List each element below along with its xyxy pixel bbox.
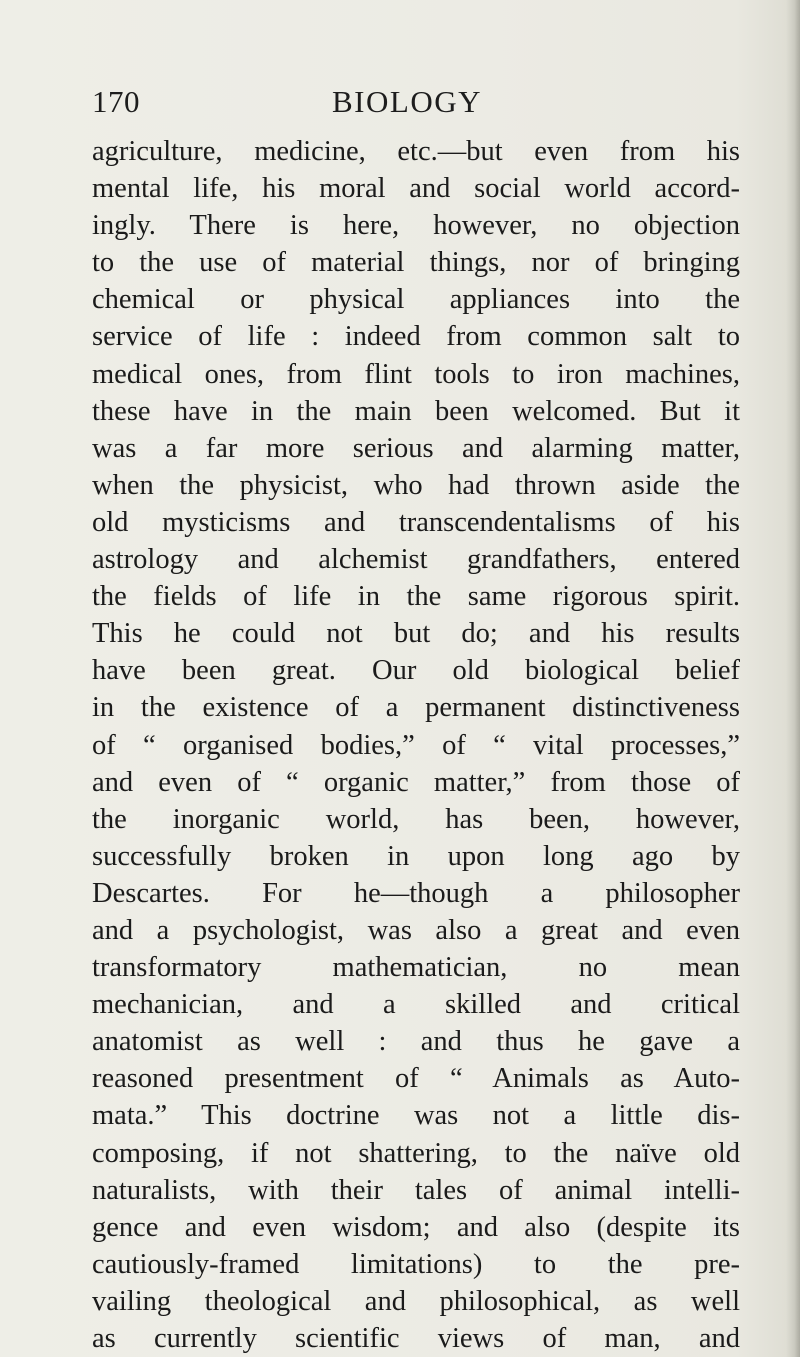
text-line: was a far more serious and alarming matter,	[92, 432, 740, 464]
text-line: Descartes. For he—though a philosopher	[92, 877, 740, 909]
text-line: have been great. Our old biological belief	[92, 655, 740, 687]
text-line: chemical or physical appliances into the	[92, 284, 740, 316]
text-line: gence and even wisdom; and also (despite its	[92, 1211, 740, 1243]
running-head	[92, 84, 704, 124]
text-line: service of life : indeed from common salt to	[92, 321, 740, 353]
page-edge-shadow	[786, 0, 800, 1357]
text-line: reasoned presentment of “ Animals as Auto-	[92, 1063, 740, 1095]
text-line: mental life, his moral and social world accord-	[92, 173, 740, 205]
text-line: to the use of material things, nor of bringing	[92, 247, 740, 279]
text-line: the inorganic world, has been, however,	[92, 803, 740, 835]
body-text	[92, 133, 740, 1357]
text-line: these have in the main been welcomed. But it	[92, 395, 740, 427]
text-line: mechanician, and a skilled and critical	[92, 989, 740, 1021]
text-line: mata.” This doctrine was not a little dis-	[92, 1100, 740, 1132]
text-line: vailing theological and philosophical, as well	[92, 1285, 740, 1317]
text-line: old mysticisms and transcendentalisms of his	[92, 506, 740, 538]
text-line: when the physicist, who had thrown aside the	[92, 469, 740, 501]
text-line: cautiously-framed limitations) to the pre-	[92, 1248, 740, 1280]
text-line: composing, if not shattering, to the naïve old	[92, 1137, 740, 1169]
text-line: anatomist as well : and thus he gave a	[92, 1026, 740, 1058]
text-line: medical ones, from flint tools to iron machines,	[92, 358, 740, 390]
text-line: astrology and alchemist grandfathers, entered	[92, 544, 740, 576]
running-title: BIOLOGY	[332, 84, 482, 119]
page-number: 170	[92, 84, 140, 119]
text-line: naturalists, with their tales of animal intelli-	[92, 1174, 740, 1206]
text-line: as currently scientific views of man, and	[92, 1323, 740, 1354]
text-line: of “ organised bodies,” of “ vital processes,”	[92, 729, 740, 761]
text-line: and a psychologist, was also a great and even	[92, 914, 740, 946]
text-line: agriculture, medicine, etc.—but even from his	[92, 136, 740, 167]
text-line: successfully broken in upon long ago by	[92, 840, 740, 872]
text-line: in the existence of a permanent distinctiveness	[92, 692, 740, 724]
text-line: This he could not but do; and his results	[92, 618, 740, 650]
text-line: transformatory mathematician, no mean	[92, 952, 740, 984]
text-line: the fields of life in the same rigorous spirit.	[92, 581, 740, 613]
text-line: and even of “ organic matter,” from those of	[92, 766, 740, 798]
text-line: ingly. There is here, however, no objection	[92, 210, 740, 242]
